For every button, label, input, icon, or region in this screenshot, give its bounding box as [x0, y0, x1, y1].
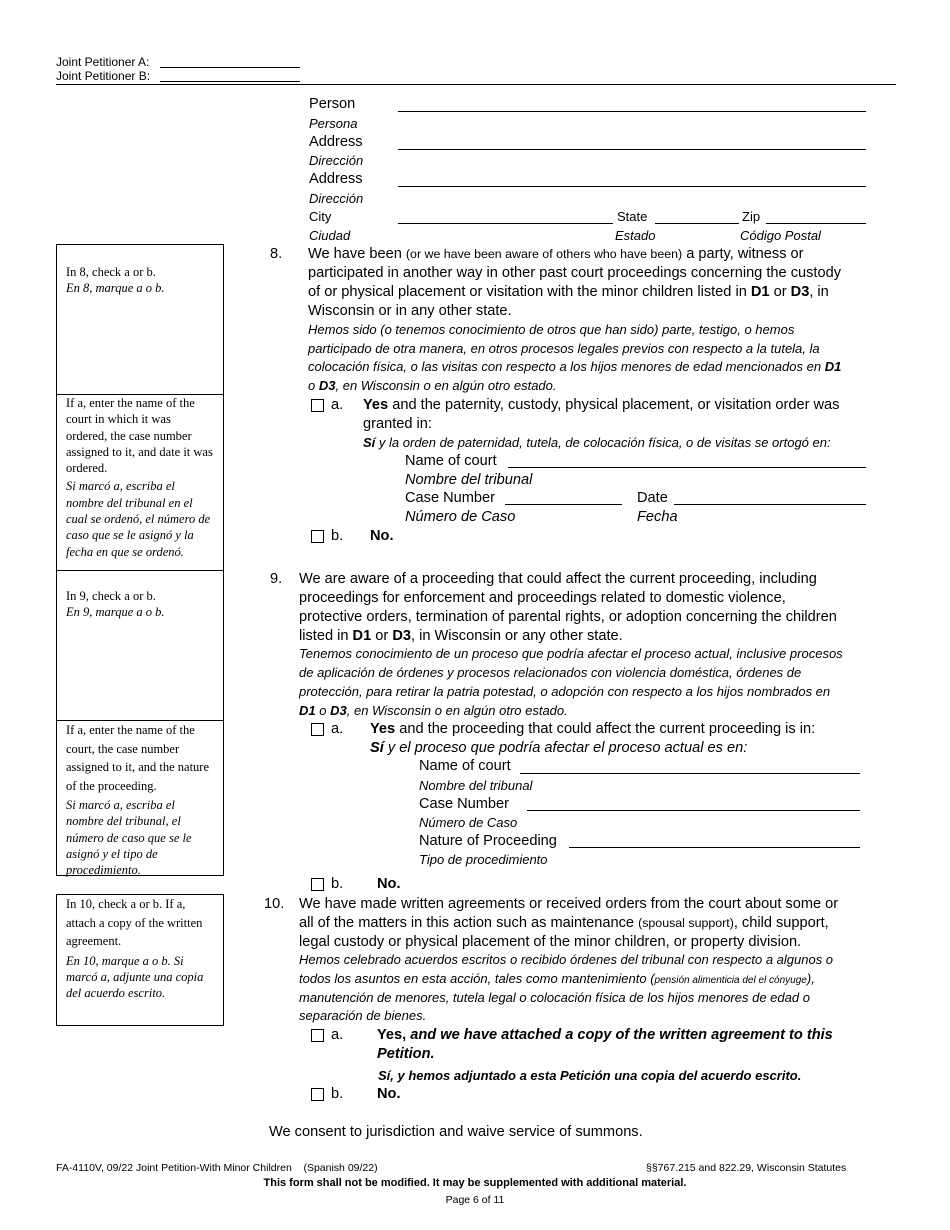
item-9a-checkbox[interactable]: [311, 723, 324, 736]
statutes: §§767.215 and 822.29, Wisconsin Statutes: [646, 1162, 847, 1174]
item-8a-case-label: Case Number: [405, 490, 496, 506]
item-9-en-line1: We are aware of a proceeding that could affect the current proceeding, including: [299, 571, 817, 587]
item-8a-letter: a.: [331, 397, 344, 413]
item-10b-letter: b.: [331, 1086, 344, 1102]
item-9-number: 9.: [270, 571, 283, 587]
instruction-9-en: In 9, check a or b.: [66, 589, 156, 603]
item-9a-court-label-es: Nombre del tribunal: [419, 778, 533, 793]
item-9b-no: No.: [377, 876, 401, 892]
address1-label: Address: [309, 134, 363, 150]
item-9a-case-field[interactable]: [527, 810, 860, 811]
item-9b-letter: b.: [331, 876, 344, 892]
item-8a-court-label: Name of court: [405, 453, 497, 469]
item-9a-nature-label: Nature of Proceeding: [419, 833, 557, 849]
item-10a-es: Sí, y hemos adjuntado a esta Petición una copia del acuerdo escrito.: [378, 1068, 802, 1083]
item-8a-date-field[interactable]: [674, 504, 866, 505]
item-9a-text: Yes and the proceeding that could affect the current proceeding is in:: [370, 721, 816, 737]
address2-label-es: Dirección: [309, 191, 364, 206]
item-8a-case-label-es: Número de Caso: [405, 509, 516, 525]
item-8b-letter: b.: [331, 528, 344, 544]
item-8-es-line2: participado de otra manera, en otros procesos legales previos con respecto a la tutela, la: [308, 341, 820, 356]
item-8a-court-field[interactable]: [508, 467, 866, 468]
item-9-en-line4: listed in D1 or D3, in Wisconsin or any other state.: [299, 628, 623, 644]
address1-field[interactable]: [398, 149, 866, 150]
item-9a-court-label: Name of court: [419, 758, 511, 774]
instruction-box-item8: [56, 244, 224, 395]
instruction-8a-es: Si marcó a, escriba el nombre del tribunal en el cual se ordenó, el número de caso que se le asignó y la fecha en que se ordenó.: [66, 479, 211, 559]
item-10-en-line3: legal custody or physical placement of the minor children, or property division.: [299, 934, 802, 950]
item-10-en-line2: all of the matters in this action such as maintenance (spousal support), child support,: [299, 915, 829, 931]
city-label-es: Ciudad: [309, 228, 351, 243]
instruction-box-item8a: [56, 394, 224, 571]
person-label: Person: [309, 96, 356, 112]
item-8-en-line2: participated in another way in other past court proceedings concerning the custody: [308, 265, 841, 281]
zip-field[interactable]: [766, 223, 866, 224]
person-field[interactable]: [398, 111, 866, 112]
item-10b-checkbox[interactable]: [311, 1088, 324, 1101]
item-9-en-line3: protective orders, termination of parental rights, or adoption concerning the children: [299, 609, 837, 625]
address2-field[interactable]: [398, 186, 866, 187]
item-10-en-line1: We have made written agreements or received orders from the court about some or: [299, 896, 839, 912]
item-8-es-line3: colocación física, o las visitas con respecto a los hijos menores de edad mencionados en D1: [308, 359, 842, 374]
item-10a-checkbox[interactable]: [311, 1029, 324, 1042]
item-8-en-line3: of or physical placement or visitation with the minor children listed in D1 or D3, in: [308, 284, 829, 300]
item-10a-text2: Petition.: [377, 1046, 435, 1062]
item-8-es-line4: o D3, en Wisconsin o en algún otro estado.: [308, 378, 557, 393]
instruction-box-item9: [56, 570, 224, 721]
item-10-es-line4: separación de bienes.: [299, 1008, 427, 1023]
consent-statement: We consent to jurisdiction and waive service of summons.: [269, 1124, 643, 1140]
petitioner-b-label: Joint Petitioner B:: [56, 69, 151, 83]
item-8b-no: No.: [370, 528, 394, 544]
item-10b-no: No.: [377, 1086, 401, 1102]
instruction-9a-es: Si marcó a, escriba el nombre del tribunal, el número de caso que se le asignó y el tipo de procedimiento.: [66, 798, 192, 878]
item-9a-nature-field[interactable]: [569, 847, 860, 848]
item-9a-case-label-es: Número de Caso: [419, 815, 518, 830]
item-10-es-line1: Hemos celebrado acuerdos escritos o recibido órdenes del tribunal con respecto a algunos o: [299, 952, 834, 967]
header-rule: [56, 84, 896, 85]
item-9b-checkbox[interactable]: [311, 878, 324, 891]
item-8a-es: Sí y la orden de paternidad, tutela, de colocación física, o de visitas se ortogó en:: [363, 435, 831, 450]
item-10a-letter: a.: [331, 1027, 344, 1043]
city-field[interactable]: [398, 223, 613, 224]
item-10-es-line3: manutención de menores, tutela legal o colocación física de los hijos menores de edad o: [299, 990, 810, 1005]
item-8b-checkbox[interactable]: [311, 530, 324, 543]
zip-label: Zip: [742, 209, 761, 224]
item-8a-checkbox[interactable]: [311, 399, 324, 412]
petitioner-b-field[interactable]: [160, 81, 300, 82]
item-9-es-line3: protección, para retirar la patria potestad, o adopción con respecto a los hijos nombrados en: [299, 684, 831, 699]
address1-label-es: Dirección: [309, 153, 364, 168]
modification-notice: This form shall not be modified. It may be supplemented with additional material.: [263, 1177, 687, 1189]
item-9a-court-field[interactable]: [520, 773, 860, 774]
item-10-number: 10.: [264, 896, 285, 912]
instruction-9a-en: If a, enter the name of the court, the case number assigned to it, and the nature of the proceeding.: [66, 723, 210, 793]
item-8-es-line1: Hemos sido (o tenemos conocimiento de otros que han sido) parte, testigo, o hemos: [308, 322, 795, 337]
address2-label: Address: [309, 171, 363, 187]
petitioner-a-label: Joint Petitioner A:: [56, 55, 150, 69]
person-label-es: Persona: [309, 116, 358, 131]
item-9-es-line4: D1 o D3, en Wisconsin o en algún otro estado.: [299, 703, 568, 718]
item-9-es-line2: de aplicación de órdenes y procesos relacionados con violencia doméstica, órdenes de: [299, 665, 802, 680]
instruction-9-es: En 9, marque a o b.: [66, 605, 165, 619]
instruction-8-es: En 8, marque a o b.: [66, 281, 165, 295]
item-8a-date-label-es: Fecha: [637, 509, 678, 525]
state-label-es: Estado: [615, 228, 656, 243]
state-field[interactable]: [655, 223, 739, 224]
item-10a-text: Yes, and we have attached a copy of the written agreement to this: [377, 1027, 833, 1043]
zip-label-es: Código Postal: [740, 228, 821, 243]
item-8a-case-field[interactable]: [505, 504, 622, 505]
state-label: State: [617, 209, 648, 224]
instruction-10-es: En 10, marque a o b. Si marcó a, adjunte una copia del acuerdo escrito.: [66, 953, 204, 1001]
item-9-en-line2: proceedings for enforcement and proceedings related to domestic violence,: [299, 590, 786, 606]
item-9a-nature-label-es: Tipo de procedimiento: [419, 852, 548, 867]
instruction-box-item10: [56, 894, 224, 1026]
item-8-en-line1: We have been (or we have been aware of others who have been) a party, witness or: [308, 246, 804, 262]
item-9a-case-label: Case Number: [419, 796, 510, 812]
instruction-box-item9a: [56, 720, 224, 876]
petitioner-a-field[interactable]: [160, 67, 300, 68]
item-8a-text2: granted in:: [363, 416, 432, 432]
item-8a-date-label: Date: [637, 490, 668, 506]
item-8-en-line4: Wisconsin or in any other state.: [308, 303, 512, 319]
instruction-10-en: In 10, check a or b. If a, attach a copy of the written agreement.: [66, 897, 203, 948]
form-id: FA-4110V, 09/22 Joint Petition-With Minor Children (Spanish 09/22): [56, 1162, 378, 1174]
item-8a-text: Yes and the paternity, custody, physical placement, or visitation order was: [363, 397, 840, 413]
page-number: Page 6 of 11: [445, 1194, 505, 1206]
item-9a-letter: a.: [331, 721, 344, 737]
item-9-es-line1: Tenemos conocimiento de un proceso que podría afectar el proceso actual, inclusive procesos: [299, 646, 843, 661]
city-label: City: [309, 209, 332, 224]
item-8a-court-label-es: Nombre del tribunal: [405, 472, 533, 488]
instruction-8a-en: If a, enter the name of the court in which it was ordered, the case number assigned to it, and date it was ordered.: [66, 396, 213, 476]
instruction-8-en: In 8, check a or b.: [66, 265, 156, 279]
item-10-es-line2: todos los asuntos en esta acción, tales como mantenimiento (pensión alimenticia del el cónyuge),: [299, 971, 815, 986]
item-8-number: 8.: [270, 246, 283, 262]
item-9a-es: Sí y el proceso que podría afectar el proceso actual es en:: [370, 740, 748, 756]
